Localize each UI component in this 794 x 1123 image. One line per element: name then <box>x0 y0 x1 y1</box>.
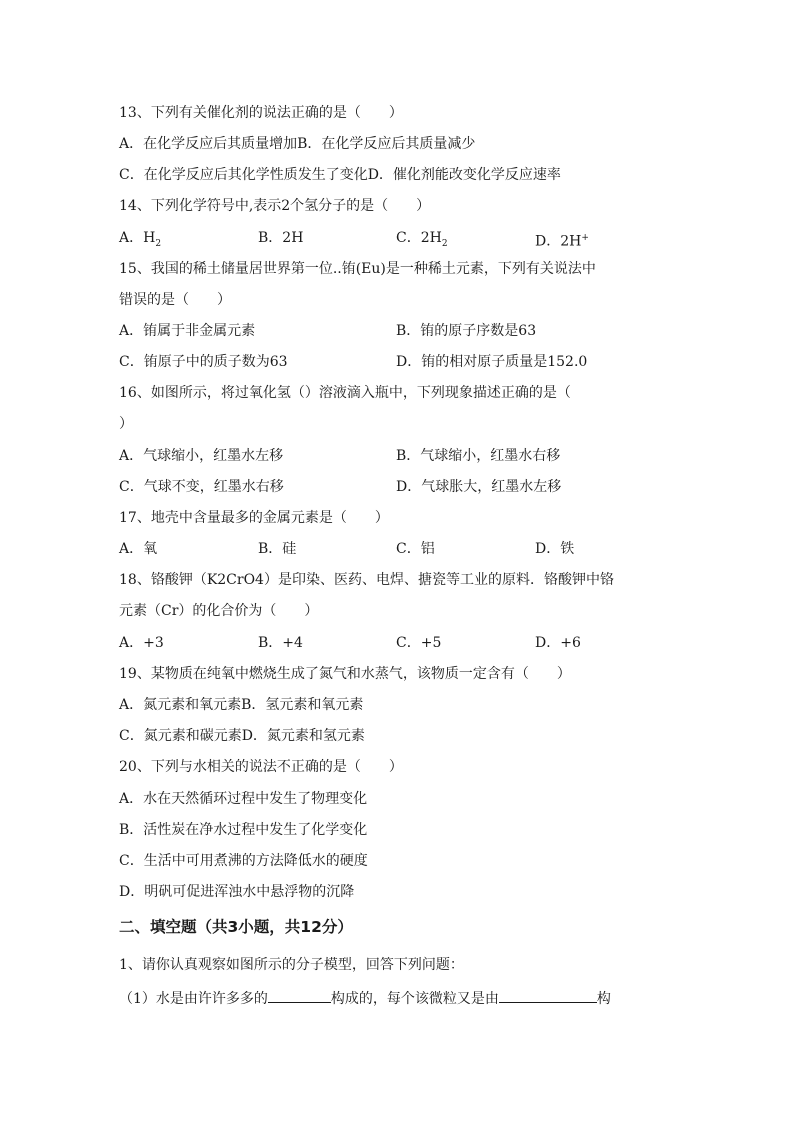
answer-blank-2[interactable] <box>499 988 597 1003</box>
q17-option-b: B．硅 <box>258 541 297 557</box>
q14-option-a: A．$H_2$ <box>119 230 162 249</box>
q16-stem-line1: 16、如图所示，将过氧化氢（）溶液滴入瓶中，下列现象描述正确的是（ <box>119 385 571 401</box>
fill-q1-part1-text-a: （1）水是由许许多多的 <box>119 991 268 1007</box>
q18-stem-line2: 元素（Cr）的化合价为（ ） <box>119 603 319 619</box>
q17-option-a: A．氧 <box>119 541 158 557</box>
fill-q1-stem: 1、请你认真观察如图所示的分子模型，回答下列问题： <box>119 957 464 973</box>
q14-stem: 14、下列化学符号中,表示2个氢分子的是（ ） <box>119 198 431 214</box>
q15-option-b: B．铕的原子序数是63 <box>396 323 537 339</box>
q17-option-c: C．铝 <box>396 541 435 557</box>
q17-option-d: D．铁 <box>535 541 575 557</box>
q14-option-b: B．2H <box>258 230 304 246</box>
section-heading-fill-in: 二、填空题（共3小题，共12分） <box>119 918 353 936</box>
fill-q1-part1-text-b: 构成的，每个该微粒又是由 <box>330 991 499 1007</box>
q16-option-c: C．气球不变，红墨水右移 <box>119 479 284 495</box>
q16-option-d: D．气球胀大，红墨水左移 <box>396 479 562 495</box>
fill-q1-part1 <box>119 988 611 1008</box>
q18-option-c: C．+5 <box>396 635 442 651</box>
q13-options-ab: A．在化学反应后其质量增加B．在化学反应后其质量减少 <box>119 136 476 152</box>
q16-option-b: B．气球缩小，红墨水右移 <box>396 448 561 464</box>
q20-option-c: C．生活中可用煮沸的方法降低水的硬度 <box>119 853 368 869</box>
q16-option-a: A．气球缩小，红墨水左移 <box>119 448 284 464</box>
q20-option-b: B．活性炭在净水过程中发生了化学变化 <box>119 822 368 838</box>
q19-options-cd: C．氮元素和碳元素D．氮元素和氢元素 <box>119 728 365 744</box>
q19-stem: 19、某物质在纯氧中燃烧生成了氮气和水蒸气，该物质一定含有（ ） <box>119 666 571 682</box>
q18-option-a: A．+3 <box>119 635 164 651</box>
answer-blank-1[interactable] <box>268 988 331 1003</box>
q15-option-c: C．铕原子中的质子数为63 <box>119 354 288 370</box>
q18-option-b: B．+4 <box>258 635 303 651</box>
q14-option-c: C．$2H_2$ <box>396 230 448 249</box>
q18-option-d: D．+6 <box>535 635 581 651</box>
q19-options-ab: A．氮元素和氧元素B．氢元素和氧元素 <box>119 697 364 713</box>
q15-option-a: A．铕属于非金属元素 <box>119 323 256 339</box>
q16-stem-line2: ） <box>119 416 133 432</box>
q13-stem: 13、下列有关催化剂的说法正确的是（ ） <box>119 105 403 121</box>
q15-stem-line1: 15、我国的稀土储量居世界第一位..铕(Eu)是一种稀土元素，下列有关说法中 <box>119 261 596 277</box>
q18-stem-line1: 18、铬酸钾（K2CrO4）是印染、医药、电焊、搪瓷等工业的原料．铬酸钾中铬 <box>119 572 614 588</box>
q17-stem: 17、地壳中含量最多的金属元素是（ ） <box>119 510 389 526</box>
fill-q1-part1-text-c: 构 <box>596 991 611 1007</box>
q20-stem: 20、下列与水相关的说法不正确的是（ ） <box>119 759 403 775</box>
q20-option-a: A．水在天然循环过程中发生了物理变化 <box>119 791 368 807</box>
q15-stem-line2: 错误的是（ ） <box>119 292 231 308</box>
q15-option-d: D．铕的相对原子质量是152.0 <box>396 354 588 370</box>
q13-options-cd: C．在化学反应后其化学性质发生了变化D．催化剂能改变化学反应速率 <box>119 167 561 183</box>
q14-option-d: D．2H+ <box>535 233 589 250</box>
q20-option-d: D．明矾可促进浑浊水中悬浮物的沉降 <box>119 884 355 900</box>
